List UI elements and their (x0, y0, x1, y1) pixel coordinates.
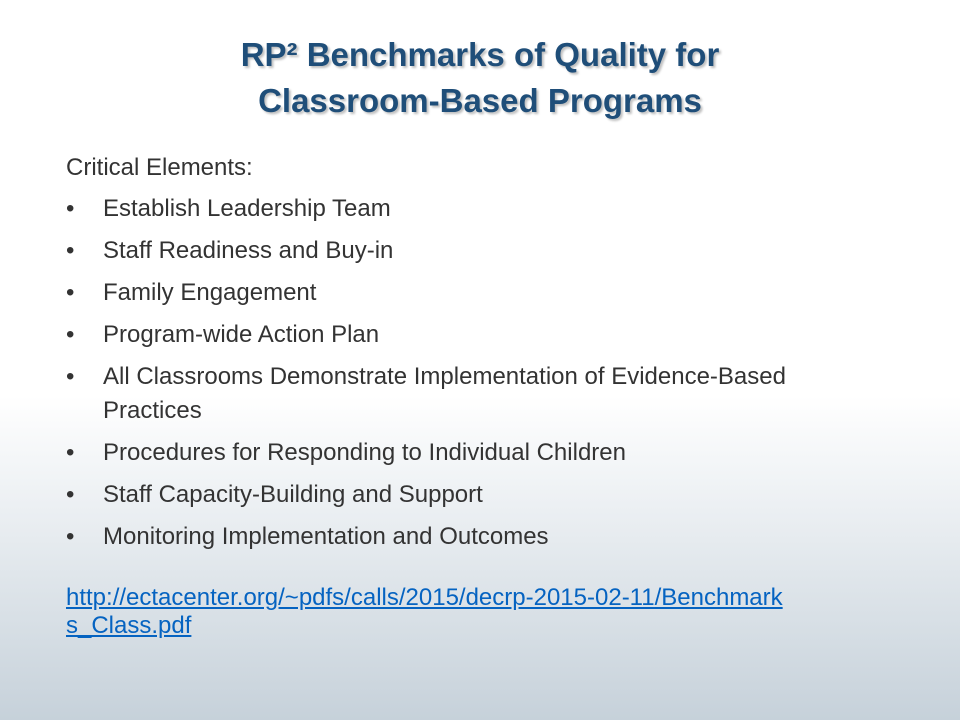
benchmarks-pdf-link[interactable]: http://ectacenter.org/~pdfs/calls/2015/decrp-2015-02-11/Benchmarks_Class.pdf (66, 584, 783, 639)
list-item (66, 318, 886, 352)
list-item (66, 192, 886, 226)
title-line-1: RP² Benchmarks of Quality for (240, 36, 720, 73)
bullet-icon: • (66, 363, 75, 390)
list-item (66, 360, 886, 428)
bullet-icon: • (66, 279, 75, 306)
bullet-icon: • (66, 237, 75, 264)
list-item-text: Establish Leadership Team (103, 195, 391, 222)
list-item (66, 520, 886, 554)
bullet-icon: • (66, 321, 75, 348)
bullet-icon: • (66, 481, 75, 508)
list-item (66, 234, 886, 268)
list-item (66, 276, 886, 310)
bullet-icon: • (66, 195, 75, 222)
slide-content (66, 150, 886, 640)
critical-elements-list (66, 192, 886, 554)
list-item (66, 478, 886, 512)
title-line-2: Classroom-Based Programs (258, 82, 702, 119)
bullet-icon: • (66, 439, 75, 466)
list-item-text: Staff Readiness and Buy-in (103, 237, 394, 264)
list-item-text: Monitoring Implementation and Outcomes (103, 523, 549, 550)
list-item-text: Program-wide Action Plan (103, 321, 380, 348)
list-item (66, 436, 886, 470)
list-item-text: Staff Capacity-Building and Support (103, 481, 483, 508)
list-item-text: Family Engagement (103, 279, 317, 306)
bullet-icon: • (66, 523, 75, 550)
list-item-text: Procedures for Responding to Individual Children (103, 439, 626, 466)
slide-title (0, 32, 960, 124)
critical-elements-heading: Critical Elements: (66, 154, 253, 181)
list-item-text: All Classrooms Demonstrate Implementation of Evidence-Based Practices (103, 363, 786, 424)
